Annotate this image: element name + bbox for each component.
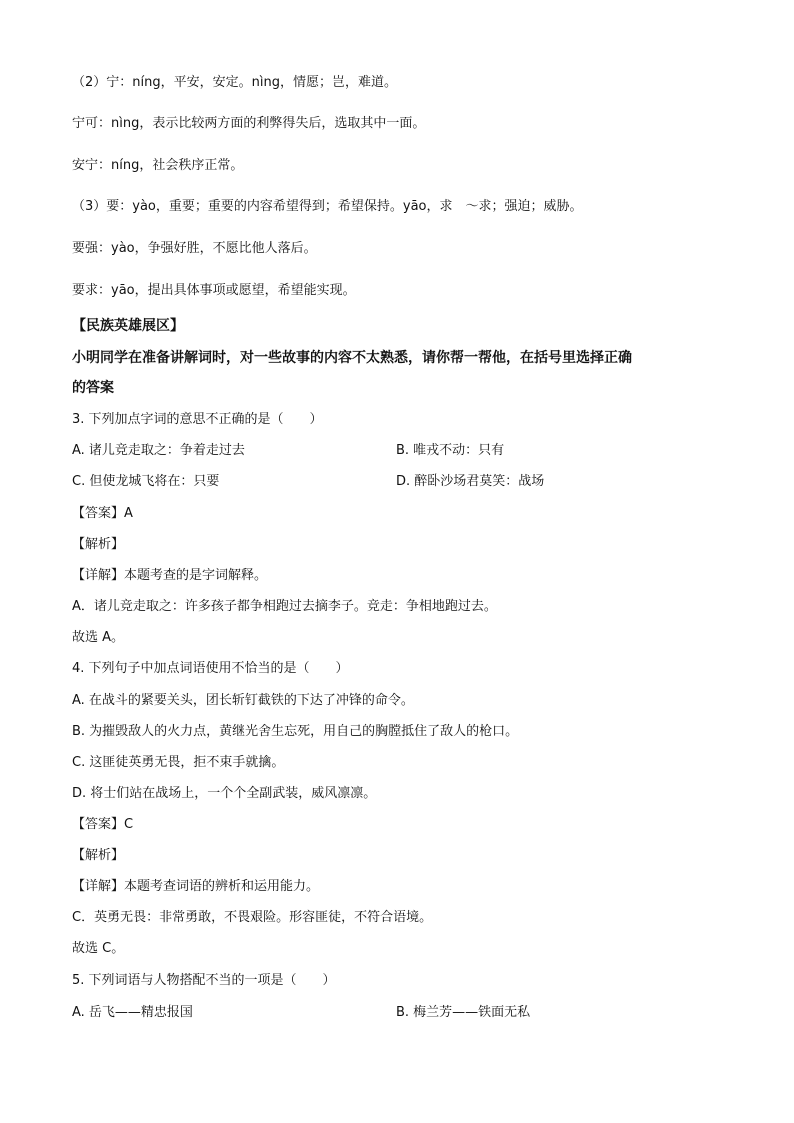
- question-4: 4. 下列句子中加点词语使用不恰当的是（ ）: [72, 661, 349, 676]
- intro-line-2: 的答案: [72, 380, 114, 396]
- q4-option-c: C. 这匪徒英勇无畏，拒不束手就擒。: [72, 755, 285, 770]
- q4-explanation: C．英勇无畏：非常勇敢，不畏艰险。形容匪徒，不符合语境。: [72, 910, 433, 925]
- line-yao-definition: （3）要：yào，重要；重要的内容希望得到；希望保持。yāo，求 ～求；强迫；威胁。: [72, 199, 583, 214]
- line-yaoqiang: 要强：yào，争强好胜，不愿比他人落后。: [72, 241, 317, 256]
- q3-analysis-heading: 【解析】: [72, 537, 125, 552]
- section-title: 【民族英雄展区】: [72, 318, 184, 334]
- q5-option-b: B. 梅兰芳——铁面无私: [396, 1005, 531, 1020]
- q4-detail: 【详解】本题考查词语的辨析和运用能力。: [72, 879, 320, 894]
- q3-explanation: A．诸儿竞走取之：许多孩子都争相跑过去摘李子。竞走：争相地跑过去。: [72, 599, 497, 614]
- q4-option-a: A. 在战斗的紧要关头，团长斩钉截铁的下达了冲锋的命令。: [72, 693, 414, 708]
- q4-selection: 故选 C。: [72, 941, 125, 956]
- q3-option-d: D. 醉卧沙场君莫笑：战场: [396, 474, 545, 489]
- q3-selection: 故选 A。: [72, 630, 125, 645]
- q3-option-b: B. 唯戎不动：只有: [396, 443, 505, 458]
- q4-option-d: D. 将士们站在战场上，一个个全副武装，威风凛凛。: [72, 786, 377, 801]
- q5-option-a: A. 岳飞——精忠报国: [72, 1005, 193, 1020]
- q4-analysis-heading: 【解析】: [72, 848, 125, 863]
- question-5: 5. 下列词语与人物搭配不当的一项是（ ）: [72, 973, 336, 988]
- q4-option-b: B. 为摧毁敌人的火力点，黄继光舍生忘死，用自己的胸膛抵住了敌人的枪口。: [72, 724, 519, 739]
- q4-answer: 【答案】C: [72, 817, 134, 832]
- q3-option-c: C. 但使龙城飞将在：只要: [72, 474, 220, 489]
- q3-answer: 【答案】A: [72, 506, 133, 521]
- q3-option-a: A. 诸儿竞走取之：争着走过去: [72, 443, 245, 458]
- line-ning-definition: （2）宁：níng，平安，安定。nìng，情愿；岂，难道。: [72, 75, 397, 90]
- question-3: 3. 下列加点字词的意思不正确的是（ ）: [72, 412, 323, 427]
- line-yaoqiu: 要求：yāo，提出具体事项或愿望，希望能实现。: [72, 283, 356, 298]
- intro-line-1: 小明同学在准备讲解词时，对一些故事的内容不太熟悉，请你帮一帮他，在括号里选择正确: [72, 350, 632, 366]
- line-anning: 安宁：níng，社会秩序正常。: [72, 158, 244, 173]
- q3-detail: 【详解】本题考查的是字词解释。: [72, 568, 268, 583]
- line-ningke: 宁可：nìng，表示比较两方面的利弊得失后，选取其中一面。: [72, 116, 426, 131]
